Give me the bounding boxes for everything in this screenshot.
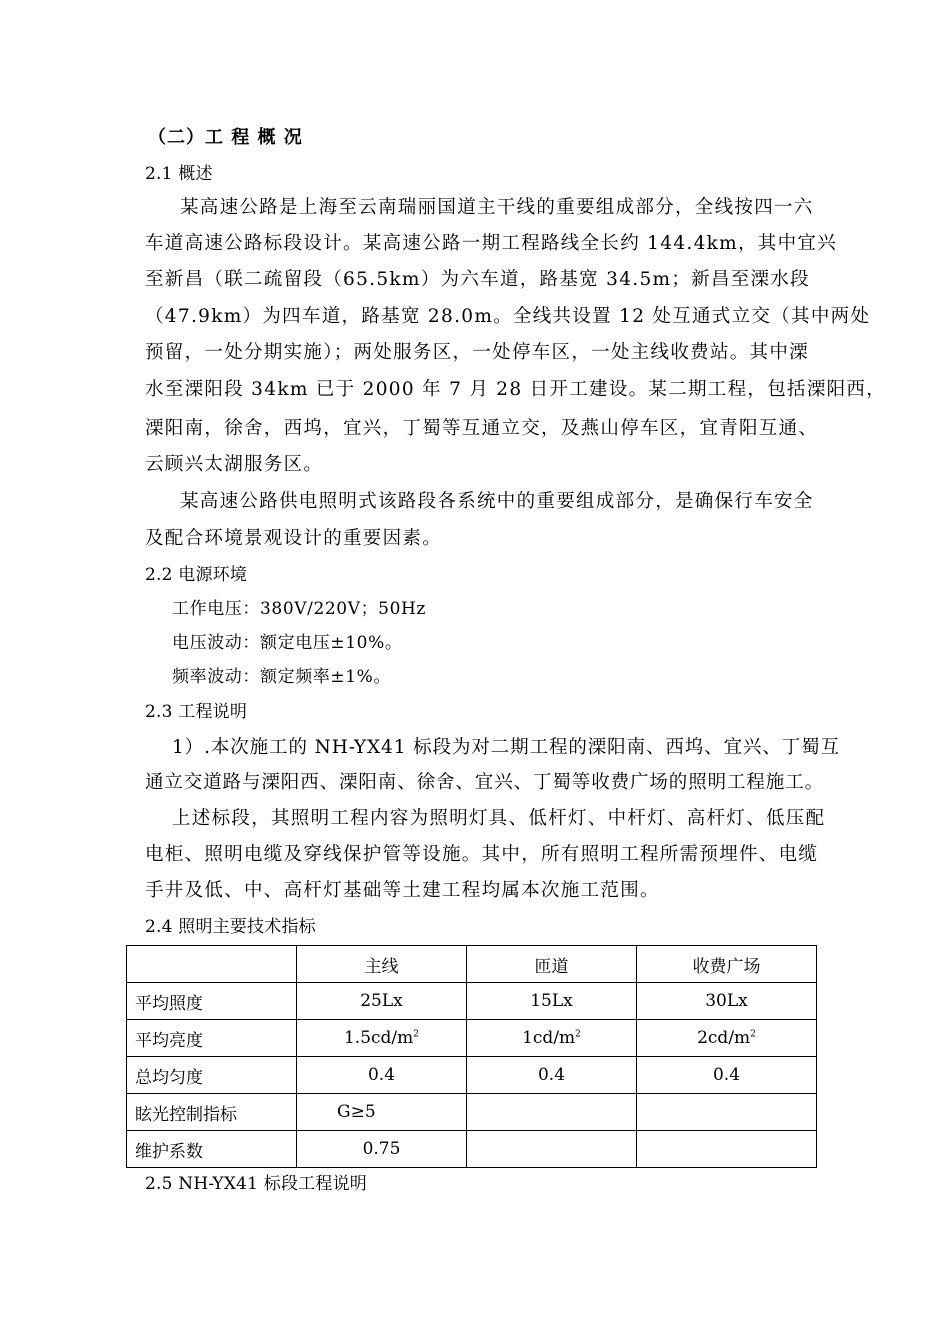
table-cell — [637, 1131, 817, 1168]
table-header-cell: 收费广场 — [637, 946, 817, 983]
table-row — [127, 1094, 817, 1131]
table-cell: 0.4 — [467, 1057, 637, 1094]
subsection-title-2-2: 2.2 电源环境 — [145, 565, 248, 585]
table-row — [127, 1057, 817, 1094]
table-cell: $1cd/m^2$ — [467, 1020, 637, 1057]
lighting-spec-table — [126, 945, 817, 1168]
paragraph-line: 车道高速公路标段设计。某高速公路一期工程路线全长约 144.4km，其中宜兴 — [145, 233, 837, 254]
row-label: 总均匀度 — [127, 1057, 297, 1094]
row-label: 平均照度 — [127, 983, 297, 1020]
section-heading: （二）工 程 概 况 — [148, 127, 303, 148]
paragraph-line: 上述标段，其照明工程内容为照明灯具、低杆灯、中杆灯、高杆灯、低压配 — [172, 808, 826, 829]
subsection-title-2-3: 2.3 工程说明 — [145, 702, 248, 722]
row-label: 眩光控制指标 — [127, 1094, 297, 1131]
table-cell: 15Lx — [467, 983, 637, 1020]
power-voltage-line: 工作电压：380V/220V；50Hz — [172, 599, 426, 619]
table-header-row — [127, 946, 817, 983]
paragraph-line: 某高速公路是上海至云南瑞丽国道主干线的重要组成部分，全线按四一六 — [180, 197, 814, 218]
voltage-fluctuation-line: 电压波动：额定电压±10%。 — [172, 633, 403, 653]
paragraph-line: 溧阳南，徐舍，西坞，宜兴，丁蜀等互通立交，及燕山停车区，宜青阳互通、 — [145, 418, 819, 439]
paragraph-line: 水至溧阳段 34km 已于 2000 年 7 月 28 日开工建设。某二期工程，包括溧阳西， — [145, 379, 887, 400]
table-cell: G≥5 — [297, 1094, 467, 1131]
subsection-title-2-5: 2.5 NH-YX41 标段工程说明 — [145, 1174, 367, 1194]
table-header-cell: 匝道 — [467, 946, 637, 983]
table-row — [127, 1020, 817, 1057]
subsection-title-2-1: 2.1 概述 — [145, 164, 213, 184]
paragraph-line: 云顾兴太湖服务区。 — [145, 454, 324, 475]
paragraph-line: 1）.本次施工的 NH-YX41 标段为对二期工程的溧阳南、西坞、宜兴、丁蜀互 — [172, 737, 840, 758]
table-cell — [467, 1094, 637, 1131]
table-header-cell: 主线 — [297, 946, 467, 983]
row-label: 维护系数 — [127, 1131, 297, 1168]
paragraph-line: 通立交道路与溧阳西、溧阳南、徐舍、宜兴、丁蜀等收费广场的照明工程施工。 — [145, 772, 825, 793]
table-row — [127, 983, 817, 1020]
row-label: 平均亮度 — [127, 1020, 297, 1057]
table-cell: 0.4 — [297, 1057, 467, 1094]
table-cell: 0.4 — [637, 1057, 817, 1094]
paragraph-line: 预留，一处分期实施）；两处服务区，一处停车区，一处主线收费站。其中溧 — [145, 342, 809, 363]
paragraph-line: （47.9km）为四车道，路基宽 28.0m。全线共设置 12 处互通式立交（其中两处 — [145, 306, 871, 327]
paragraph-line: 至新昌（联二疏留段（65.5km）为六车道，路基宽 34.5m；新昌至溧水段 — [145, 269, 810, 290]
frequency-fluctuation-line: 频率波动：额定频率±1%。 — [172, 667, 392, 687]
paragraph-line: 电柜、照明电缆及穿线保护管等设施。其中，所有照明工程所需预埋件、电缆 — [145, 844, 819, 865]
paragraph-line: 手井及低、中、高杆灯基础等土建工程均属本次施工范围。 — [145, 880, 660, 901]
table-header-cell — [127, 946, 297, 983]
table-cell: $2cd/m^2$ — [637, 1020, 817, 1057]
table-cell: 0.75 — [297, 1131, 467, 1168]
table-cell — [637, 1094, 817, 1131]
table-cell: 25Lx — [297, 983, 467, 1020]
table-cell — [467, 1131, 637, 1168]
subsection-title-2-4: 2.4 照明主要技术指标 — [145, 917, 316, 937]
table-cell: $1.5cd/m^2$ — [297, 1020, 467, 1057]
table-cell: 30Lx — [637, 983, 817, 1020]
paragraph-line: 某高速公路供电照明式该路段各系统中的重要组成部分，是确保行车安全 — [180, 491, 814, 512]
paragraph-line: 及配合环境景观设计的重要因素。 — [145, 528, 443, 549]
table-row — [127, 1131, 817, 1168]
